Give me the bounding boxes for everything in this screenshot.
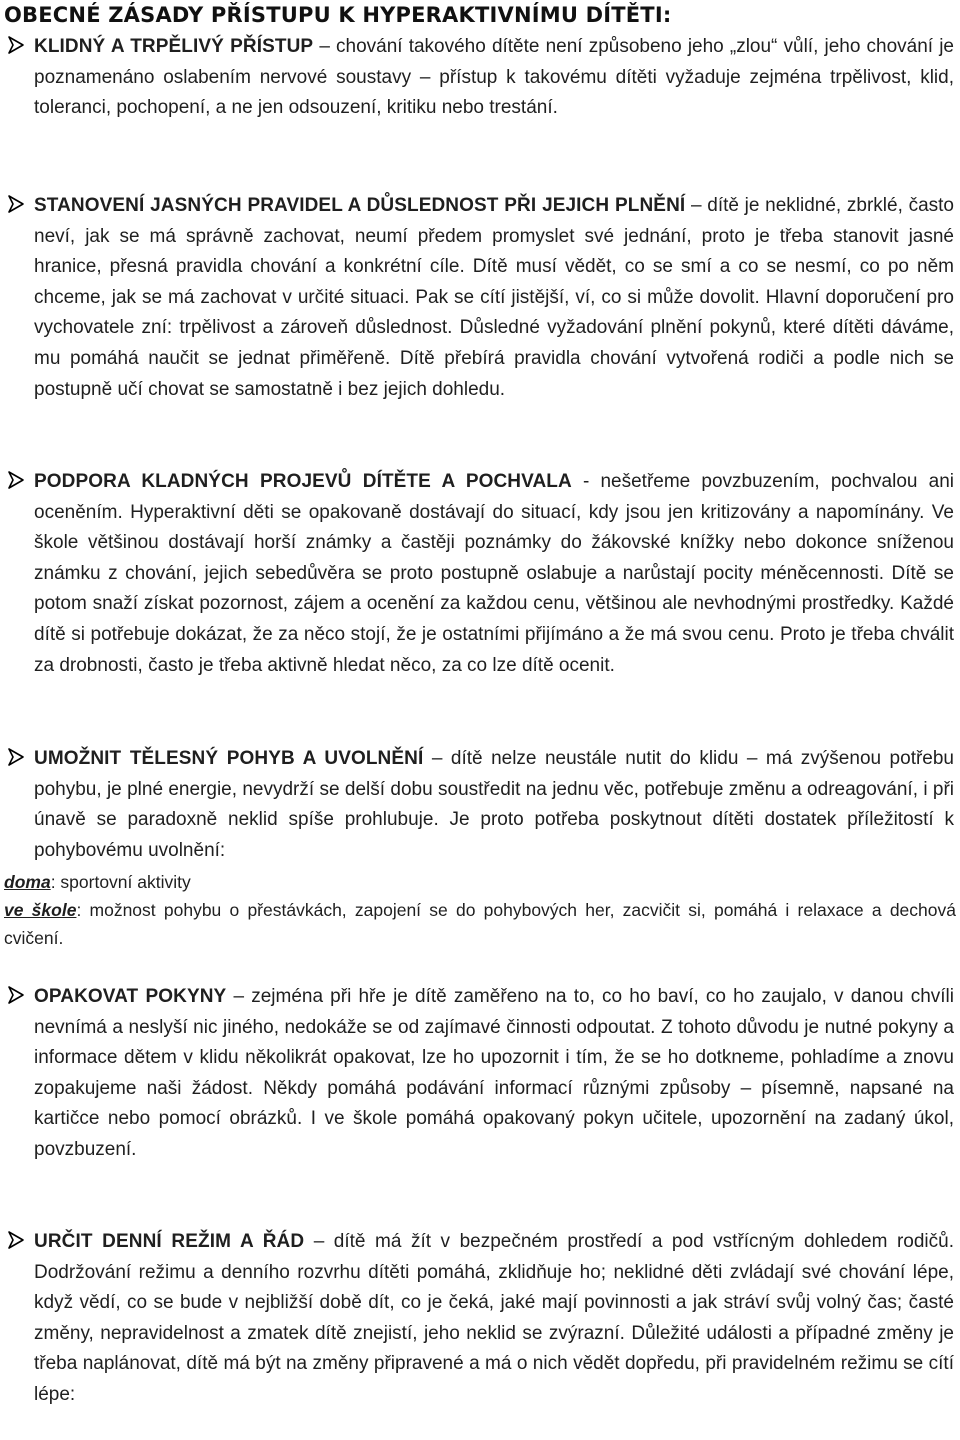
list-item xyxy=(0,32,960,124)
list-item-text: – zejména při hře je dítě zaměřeno na to, co ho baví, co ho zaujalo, v danou chvíli nevnímá a neslyší nic jiného, nedokáže se od zajímavé činnosti odpoutat. Z tohoto důvodu je nutné pokyny a informace dětem v klidu několikrát opakovat, lze ho upozornit i tím, že se ho dotkneme, pohladíme a znovu zopakujeme naši žádost. Někdy pomáhá podávání informací různými způsoby – písemně, napsané na kartičce nebo pomocí obrázků. I ve škole pomáhá opakovaný pokyn učitele, upozornění na zadaný úkol, povzbuzení. xyxy=(34,986,954,1160)
school-label: ve škole xyxy=(4,900,77,920)
arrowhead-bullet-icon xyxy=(6,747,26,767)
list-item-text: - nešetřeme povzbuzením, pochvalou ani oceněním. Hyperaktivní děti se opakovaně dostávají do situací, kdy jsou jen kritizovány a napomínány. Ve škole většinou dostávají horší známky a častěji poznámky do žákovské knížky nebo dokonce sníženou známku z chování, jejich sebedůvěra se proto postupně oslabuje a narůstají pocity méněcennosti. Dítě se potom snaží získat pozornost, zájem a ocenění za každou cenu, většinou ale nevhodnými prostředky. Každé dítě si potřebuje dokázat, že za něco stojí, že je ostatními přijímáno a že má svou cenu. Proto je třeba chválit za drobnosti, často je třeba aktivně hledat něco, za co lze dítě ocenit. xyxy=(34,471,954,676)
list-item-heading: OPAKOVAT POKYNY xyxy=(34,986,227,1007)
school-text: : možnost pohybu o přestávkách, zapojení se do pohybových her, zacvičit si, pomáhá i relaxace a dechová cvičení. xyxy=(4,900,956,948)
list-item-text: – dítě je neklidné, zbrklé, často neví, jak se má správně zachovat, neumí předem promyslet své jednání, proto je třeba stanovit jasné hranice, přesná pravidla chování a konkrétní cíle. Dítě musí vědět, co se smí a co se nesmí, co po něm chceme, jak se má zachovat v určité situaci. Pak se cítí jistější, ví, co si může dovolit. Hlavní doporučení pro vychovatele zní: trpělivost a zároveň důslednost. Důsledné vyžadování plnění pokynů, které dítěti dáváme, mu pomáhá naučit se jednat přiměřeně. Dítě přebírá pravidla chování vytvořená rodiči a podle nich se postupně učí chovat se samostatně i bez jejich dohledu. xyxy=(34,195,954,400)
home-text: : sportovní aktivity xyxy=(50,872,191,892)
list-item-heading: URČIT DENNÍ REŽIM A ŘÁD xyxy=(34,1231,305,1252)
list-item-heading: UMOŽNIT TĚLESNÝ POHYB A UVOLNĚNÍ xyxy=(34,748,424,769)
arrowhead-bullet-icon xyxy=(6,985,26,1005)
list-item-text: – dítě má žít v bezpečném prostředí a pod vstřícným dohledem rodičů. Dodržování režimu a denního rozvrhu dítěti pomáhá, zklidňuje ho; neklidné děti zvládají své chování lépe, když vědí, co se bude v nejbližší době dít, co je čeká, jaké mají povinnosti a jak stráví svůj volný čas; časté změny, nepravidelnost a zmatek dítě znejistí, jeho neklid se zvýrazní. Důležité události a případné změny je třeba naplánovat, dítě má být na změny připravené a má o nich vědět dopředu, při pravidelném režimu se cítí lépe: xyxy=(34,1231,954,1405)
list-item xyxy=(0,191,960,405)
list-item xyxy=(0,467,960,681)
list-item-paragraph xyxy=(34,744,954,866)
arrowhead-bullet-icon xyxy=(6,470,26,490)
movement-school-line xyxy=(4,896,956,952)
list-item-paragraph xyxy=(34,1227,954,1411)
arrowhead-bullet-icon xyxy=(6,1230,26,1250)
arrowhead-bullet-icon xyxy=(6,194,26,214)
list-item-paragraph xyxy=(34,191,954,405)
home-label: doma xyxy=(4,872,51,892)
list-item-heading: STANOVENÍ JASNÝCH PRAVIDEL A DŮSLEDNOST PŘI JEJICH PLNĚNÍ xyxy=(34,195,686,216)
list-item-paragraph xyxy=(34,32,954,124)
list-item-heading: PODPORA KLADNÝCH PROJEVŮ DÍTĚTE A POCHVALA xyxy=(34,471,572,492)
list-item-paragraph xyxy=(34,982,954,1166)
arrowhead-bullet-icon xyxy=(6,35,26,55)
list-item-text: – chování takového dítěte není způsobeno jeho „zlou“ vůlí, jeho chování je poznamenáno oslabením nervové soustavy – přístup k takovému dítěti vyžaduje zejména trpělivost, klid, toleranci, pochopení, a ne jen odsouzení, kritiku nebo trestání. xyxy=(34,36,955,119)
list-item xyxy=(0,1227,960,1411)
list-item-paragraph xyxy=(34,467,954,681)
list-item-heading: KLIDNÝ A TRPĚLIVÝ PŘÍSTUP xyxy=(34,36,314,57)
movement-home-line xyxy=(4,868,956,896)
list-item xyxy=(0,982,960,1166)
page-title: OBECNÉ ZÁSADY PŘÍSTUPU K HYPERAKTIVNÍMU DÍTĚTI: xyxy=(4,3,672,27)
list-item-text: – dítě nelze neustále nutit do klidu – má zvýšenou potřebu pohybu, je plné energie, nevydrží se delší dobu soustředit na jednu věc, potřebuje změnu a odreagování, i při únavě se paradoxně neklid spíše prohlubuje. Je proto potřeba poskytnout dítěti dostatek příležitostí k pohybovému uvolnění: xyxy=(34,748,955,861)
list-item xyxy=(0,744,960,866)
